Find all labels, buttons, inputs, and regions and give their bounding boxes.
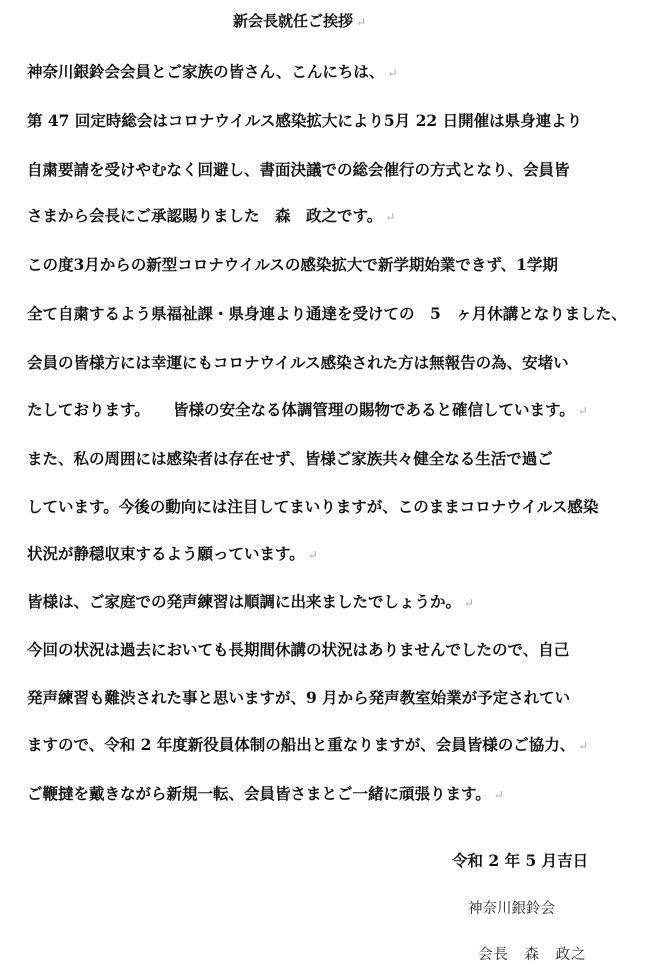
body-line <box>27 733 588 755</box>
body-line <box>27 253 558 275</box>
return-mark-icon: ↵ <box>385 210 396 224</box>
body-line-text: 会員の皆様方には幸運にもコロナウイルス感染された方は無報告の為、安堵い <box>27 353 569 372</box>
body-line-text: また、私の周囲には感染者は存在せず、皆様ご家族共々健全なる生活で過ご <box>27 449 553 468</box>
body-line-text: 発声練習も難渋された事と思いますが、9 月から発声教室始業が予定されてい <box>27 688 571 707</box>
body-line <box>27 590 474 612</box>
body-line <box>27 109 582 131</box>
return-mark-icon: ↵ <box>307 548 318 562</box>
body-line <box>27 447 553 469</box>
body-line-text: 状況が静穏収束するよう願っています。 <box>27 544 305 563</box>
return-mark-icon: ↵ <box>387 66 398 80</box>
body-line-text: 皆様は、ご家庭での発声練習は順調に出来ましたでしょうか。 <box>27 592 462 611</box>
body-line <box>27 204 395 226</box>
body-line <box>27 782 504 804</box>
return-mark-icon: ↵ <box>493 788 504 802</box>
signature: 会長 森 政之 <box>478 947 587 963</box>
body-line-text: 神奈川銀鈴会会員とご家族の皆さん、こんにちは、 <box>27 62 385 81</box>
body-line-text: 今回の状況は過去においても長期間休講の状況はありませんでしたので、自己 <box>27 640 570 659</box>
body-line <box>27 158 570 180</box>
body-line-text: 全て自粛するよう県福祉課・県身連より通達を受けての 5 ヶ月休講となりました、 <box>27 304 627 323</box>
organization-name: 神奈川銀鈴会 <box>468 901 555 917</box>
title-text: 新会長就任ご挨拶 <box>233 12 354 30</box>
body-line <box>27 495 598 517</box>
body-line-text: しています。今後の動向には注目してまいりますが、このままコロナウイルス感染 <box>27 497 599 516</box>
body-line <box>27 686 570 708</box>
return-mark-icon: ↵ <box>577 404 588 418</box>
body-line <box>27 542 318 564</box>
body-line-text: さまから会長にご承認賜りました 森 政之です。 <box>27 206 383 225</box>
body-line <box>27 398 588 420</box>
body-line-text: ますので、令和 2 年度新役員体制の船出と重なりますが、会員皆様のご協力、 <box>27 735 576 754</box>
body-line <box>27 638 569 660</box>
letter-date: 令和 2 年 5 月吉日 <box>452 851 589 870</box>
return-mark-icon: ↵ <box>464 596 475 610</box>
body-line-text: ご鞭撻を戴きながら新規一転、会員皆さまとご一緒に頑張ります。 <box>27 784 491 803</box>
return-mark-icon: ↵ <box>578 739 589 753</box>
body-line-text: 第 47 回定時総会はコロナウイルス感染拡大により5月 22 日開催は県身連より <box>27 111 583 130</box>
return-mark-icon: ↵ <box>356 15 367 29</box>
body-line <box>27 60 398 82</box>
body-line <box>27 351 569 373</box>
document-title <box>233 10 366 31</box>
body-line-text: 自粛要請を受けやむなく回避し、書面決議での総会催行の方式となり、会員皆 <box>27 160 570 179</box>
body-line-text: たしております。 皆様の安全なる体調管理の賜物であると確信しています。 <box>27 400 575 419</box>
body-line <box>27 302 627 324</box>
body-line-text: この度3月からの新型コロナウイルスの感染拡大で新学期始業できず、1学期 <box>27 255 558 274</box>
